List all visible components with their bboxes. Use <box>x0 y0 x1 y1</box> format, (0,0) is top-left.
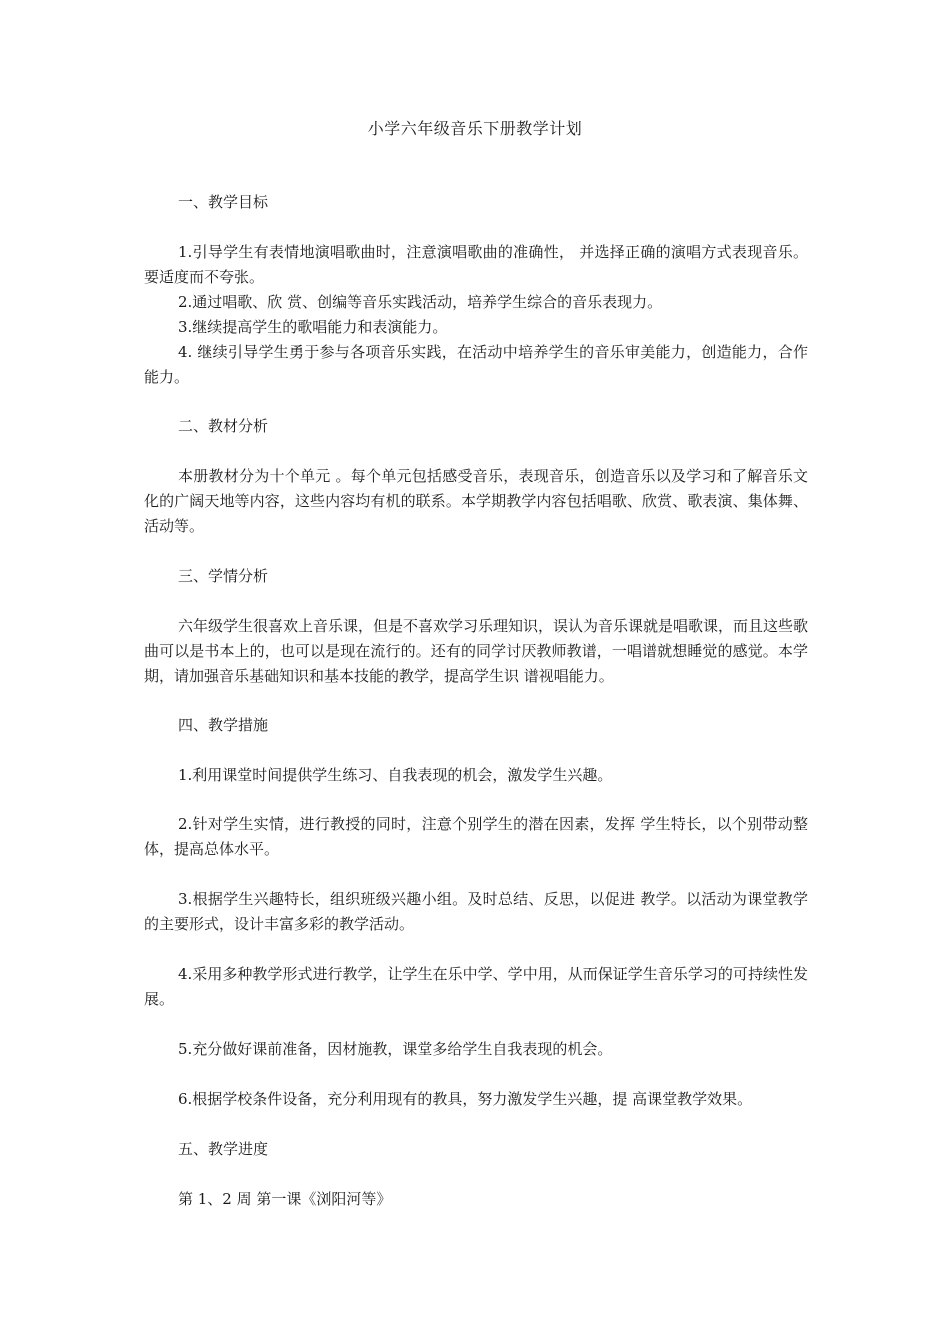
measure-item-1: 1.利用课堂时间提供学生练习、自我表现的机会，激发学生兴趣。 <box>178 766 613 784</box>
material-analysis-text <box>144 464 808 539</box>
measure-item-3: 3.根据学生兴趣特长，组织班级兴趣小组。及时总结、反思，以促进 教学。以活动为课堂教学的主要形式，设计丰富多彩的教学活动。 <box>144 890 808 933</box>
page-title: 小学六年级音乐下册教学计划 <box>367 119 583 138</box>
measure-item-1-wrap <box>144 763 808 788</box>
measure-item-5: 5.充分做好课前准备，因材施教，课堂多给学生自我表现的机会。 <box>178 1040 613 1058</box>
section-heading-teaching-measures: 四、教学措施 <box>178 716 269 734</box>
measure-item-4: 4.采用多种教学形式进行教学，让学生在乐中学、学中用，从而保证学生音乐学习的可持续性发展。 <box>144 965 808 1008</box>
measure-item-4-wrap <box>144 962 808 1012</box>
goal-item-3: 3.继续提高学生的歌唱能力和表演能力。 <box>178 318 448 336</box>
section-heading-material-analysis: 二、教材分析 <box>178 417 269 435</box>
section-heading-teaching-schedule: 五、教学进度 <box>178 1140 269 1158</box>
student-analysis-text <box>144 614 808 689</box>
goal-item-2: 2.通过唱歌、欣 赏、创编等音乐实践活动，培养学生综合的音乐表现力。 <box>178 293 663 311</box>
material-analysis-paragraph: 本册教材分为十个单元 。每个单元包括感受音乐，表现音乐，创造音乐以及学习和了解音乐文化的广阔天地等内容，这些内容均有机的联系。本学期教学内容包括唱歌、欣赏、歌表演、集体舞、活动等。 <box>144 467 808 535</box>
section-heading-teaching-goals: 一、教学目标 <box>178 193 269 211</box>
goal-item-1: 1.引导学生有表情地演唱歌曲时，注意演唱歌曲的准确性， 并选择正确的演唱方式表现音乐。要适度而不夸张。 <box>144 243 808 286</box>
measure-item-2: 2.针对学生实情，进行教授的同时，注意个别学生的潜在因素，发挥 学生特长，以个别带动整体，提高总体水平。 <box>144 815 808 858</box>
goal-item-4: 4. 继续引导学生勇于参与各项音乐实践，在活动中培养学生的音乐审美能力，创造能力，合作能力。 <box>144 343 808 386</box>
measure-item-2-wrap <box>144 812 808 862</box>
schedule-line-week-1-2: 第 1、2 周 第一课《浏阳河等》 <box>178 1190 392 1208</box>
student-analysis-paragraph: 六年级学生很喜欢上音乐课，但是不喜欢学习乐理知识，误认为音乐课就是唱歌课，而且这些歌曲可以是书本上的，也可以是现在流行的。还有的同学讨厌教师教谱，一唱谱就想睡觉的感觉。本学期，请加强音乐基础知识和基本技能的教学，提高学生识 谱视唱能力。 <box>144 617 809 685</box>
measure-item-3-wrap <box>144 887 808 937</box>
teaching-goals-list <box>144 240 808 390</box>
section-heading-student-analysis: 三、学情分析 <box>178 567 269 585</box>
measure-item-5-wrap <box>144 1037 808 1062</box>
measure-item-6-wrap <box>144 1087 808 1112</box>
measure-item-6: 6.根据学校条件设备，充分利用现有的教具，努力激发学生兴趣，提 高课堂教学效果。 <box>178 1090 753 1108</box>
